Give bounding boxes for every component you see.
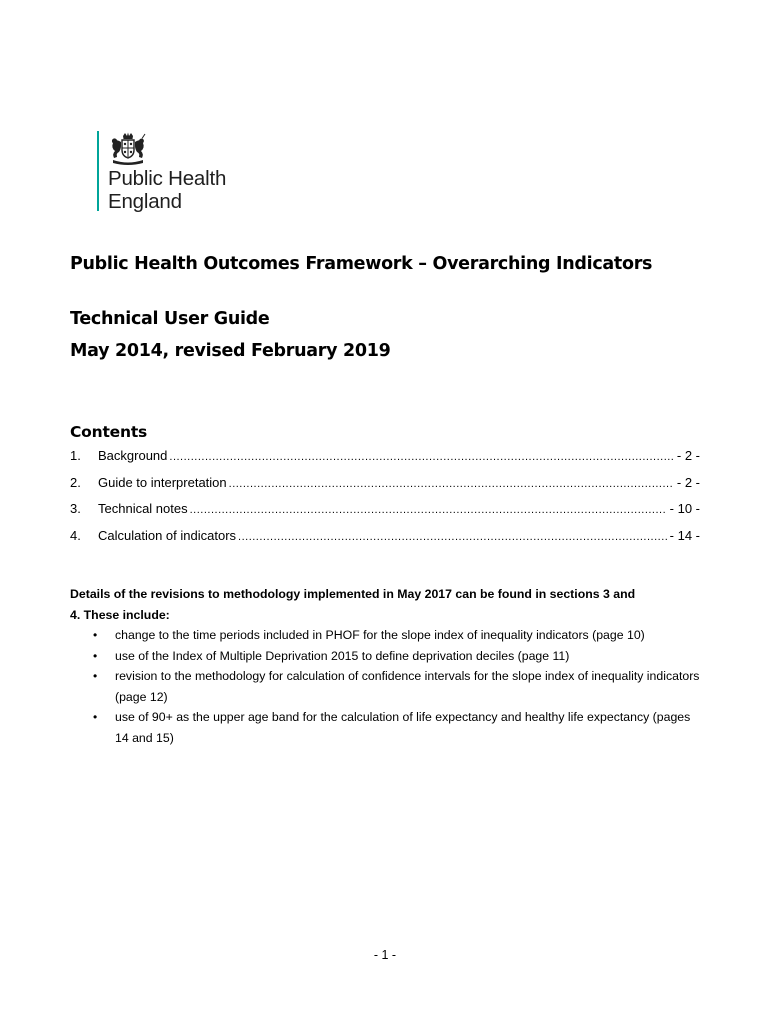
toc-entry-number: 2.	[70, 474, 81, 490]
toc-entry-title: Technical notes	[98, 501, 188, 516]
toc-entry-page: - 14 -	[669, 527, 700, 543]
toc-entry-page: - 2 -	[676, 448, 700, 463]
bullet-icon: •	[93, 710, 98, 724]
toc-entry-technical-notes[interactable]	[70, 501, 700, 528]
toc-entry-number: 4.	[70, 527, 81, 543]
toc-entry-title: Background	[98, 448, 168, 463]
toc-dot-leader	[238, 531, 667, 543]
table-of-contents	[70, 448, 700, 554]
list-item-text: change to the time periods included in PHOF for the slope index of inequality indicators (page 10)	[115, 628, 645, 642]
revisions-list	[70, 625, 710, 748]
toc-entry-page: - 2 -	[676, 474, 700, 490]
bullet-icon: •	[93, 628, 98, 642]
document-subtitle: Technical User Guide	[70, 309, 270, 329]
logo-text	[108, 167, 226, 213]
contents-heading: Contents	[70, 423, 148, 441]
toc-entry-number: 3.	[70, 501, 81, 516]
toc-entry-guide-to-interpretation[interactable]	[70, 475, 700, 502]
toc-entry-background[interactable]	[70, 448, 700, 475]
list-item-text: use of 90+ as the upper age band for the calculation of life expectancy and healthy life expectancy (pages 14 and 15)	[115, 710, 691, 745]
bullet-icon: •	[93, 669, 98, 683]
toc-entry-title: Guide to interpretation	[98, 474, 227, 490]
document-title: Public Health Outcomes Framework – Overarching Indicators	[70, 254, 653, 274]
royal-coat-of-arms-icon	[107, 132, 149, 166]
toc-dot-leader	[190, 504, 667, 516]
list-item-text: revision to the methodology for calculation of confidence intervals for the slope index of inequality indicators (page 12)	[115, 669, 700, 704]
toc-dot-leader	[169, 451, 673, 463]
phe-logo	[97, 131, 257, 211]
list-item	[70, 646, 705, 667]
toc-entry-calculation-of-indicators[interactable]	[70, 528, 700, 555]
toc-dot-leader	[229, 478, 674, 490]
list-item	[70, 666, 705, 707]
revisions-heading-line1: Details of the revisions to methodology implemented in May 2017 can be found in sections 3 and	[70, 587, 636, 601]
toc-entry-title: Calculation of indicators	[98, 527, 237, 543]
logo-text-line1: Public Health	[108, 167, 227, 190]
toc-entry-number: 1.	[70, 448, 81, 463]
logo-text-line2: England	[108, 190, 182, 213]
list-item-text: use of the Index of Multiple Deprivation 2015 to define deprivation deciles (page 11)	[115, 648, 570, 663]
list-item	[70, 625, 705, 646]
revisions-section	[70, 584, 710, 748]
revisions-heading-line2: 4. These include:	[70, 607, 170, 622]
page-number: - 1 -	[373, 948, 397, 962]
list-item	[70, 707, 705, 748]
bullet-icon: •	[93, 648, 98, 663]
toc-entry-page: - 10 -	[669, 501, 700, 516]
logo-accent-bar	[97, 131, 99, 211]
document-date: May 2014, revised February 2019	[70, 341, 391, 361]
